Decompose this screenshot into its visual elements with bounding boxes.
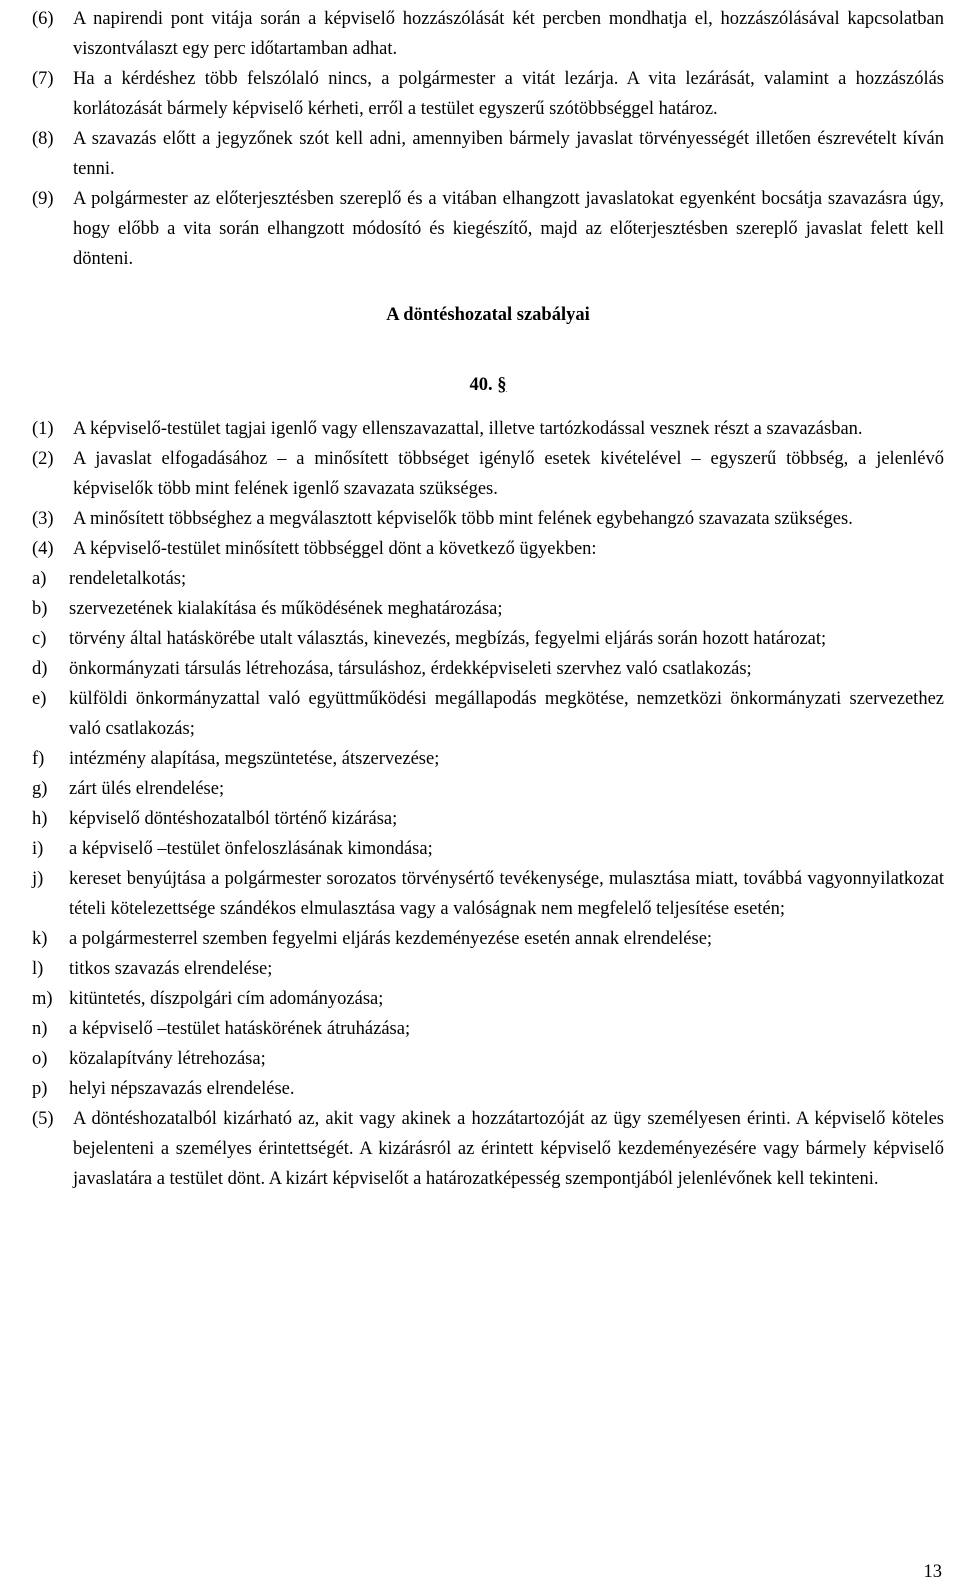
list-item-letter: a) [32,569,47,589]
list-item [32,564,944,594]
paragraph-8 [32,124,944,184]
list-item-letter: g) [32,779,48,799]
section-heading: A döntéshozatal szabályai [386,305,590,325]
section-number [32,370,944,400]
list-item-text: önkormányzati társulás létrehozása, társuláshoz, érdekképviseleti szervhez való csatlakozás; [69,659,752,679]
paragraph-7 [32,64,944,124]
list-item-text: a képviselő –testület hatáskörének átruházása; [69,1019,411,1039]
list-item-letter: o) [32,1049,48,1069]
paragraph-number: (2) [32,449,54,469]
list-item-text: szervezetének kialakítása és működésének meghatározása; [69,599,503,619]
list-item [32,954,944,984]
list-item-letter: b) [32,599,48,619]
list-item-letter: c) [32,629,47,649]
paragraph-40-4 [32,534,944,564]
paragraph-text: A napirendi pont vitája során a képviselő hozzászólását két percben mondhatja el, hozzászólásával kapcsolatban viszontválaszt egy perc időtartamban adhat. [73,9,944,59]
list-item-letter: d) [32,659,48,679]
list-item [32,654,944,684]
list-item-text: intézmény alapítása, megszüntetése, átszervezése; [69,749,440,769]
list-item-text: helyi népszavazás elrendelése. [69,1079,295,1099]
list-item-letter: e) [32,689,47,709]
list-item [32,684,944,744]
list-item-letter: j) [32,869,44,889]
paragraph-40-1 [32,414,944,444]
list-item-text: zárt ülés elrendelése; [69,779,225,799]
list-item-letter: l) [32,959,44,979]
paragraph-text: A minősített többséghez a megválasztott képviselők több mint felének egybehangzó szavazata szükséges. [73,509,853,529]
list-item-text: külföldi önkormányzattal való együttműködési megállapodás megkötése, nemzetközi önkormányzati szervezethez való csatlakozás; [69,689,944,739]
list-item [32,984,944,1014]
list-item [32,594,944,624]
paragraph-6 [32,4,944,64]
paragraph-text: A polgármester az előterjesztésben szereplő és a vitában elhangzott javaslatokat egyenként bocsátja szavazásra úgy, hogy előbb a vita során elhangzott módosító és kiegészítő, majd az előterjesztésben szereplő javaslat felett kell dönteni. [73,189,944,269]
list-item-letter: m) [32,989,53,1009]
paragraph-9 [32,184,944,274]
paragraph-number: (1) [32,419,54,439]
section-symbol: § [497,375,507,395]
paragraph-40-3 [32,504,944,534]
list-item-text: képviselő döntéshozatalból történő kizárása; [69,809,398,829]
paragraph-40-5 [32,1104,944,1194]
paragraph-40-2 [32,444,944,504]
list-item [32,1044,944,1074]
list-item-letter: k) [32,929,48,949]
paragraph-number: (4) [32,539,54,559]
list-item [32,924,944,954]
list-item-text: törvény által hatáskörébe utalt választás, kinevezés, megbízás, fegyelmi eljárás során hozott határozat; [69,629,827,649]
paragraph-number: (8) [32,129,54,149]
list-item [32,834,944,864]
list-item-text: rendeletalkotás; [69,569,187,589]
section-number-value: 40. [469,375,493,395]
paragraph-text: A döntéshozatalból kizárható az, akit vagy akinek a hozzátartozóját az ügy személyesen érinti. A képviselő köteles bejelenteni a személyes érintettségét. A kizárásról az érintett képviselő kezdeményezésére vagy bármely képviselő javaslatára a testület dönt. A kizárt képviselőt a határozatképesség szempontjából jelenlévőnek kell tekinteni. [73,1109,944,1189]
list-item [32,1014,944,1044]
list-item-letter: p) [32,1079,48,1099]
list-item-letter: h) [32,809,48,829]
paragraph-number: (9) [32,189,54,209]
list-item-text: kitüntetés, díszpolgári cím adományozása; [69,989,384,1009]
paragraph-text: A képviselő-testület tagjai igenlő vagy ellenszavazattal, illetve tartózkodással vesznek részt a szavazásban. [73,419,863,439]
paragraph-number: (3) [32,509,54,529]
paragraph-number: (6) [32,9,54,29]
list-item-letter: f) [32,749,45,769]
paragraph-text: A szavazás előtt a jegyzőnek szót kell adni, amennyiben bármely javaslat törvényességét illetően észrevételt kíván tenni. [73,129,944,179]
document-page [32,4,944,1194]
list-item [32,624,944,654]
list-item-letter: i) [32,839,44,859]
list-item [32,744,944,774]
list-item [32,804,944,834]
list-item [32,1074,944,1104]
list-item-text: a polgármesterrel szemben fegyelmi eljárás kezdeményezése esetén annak elrendelése; [69,929,713,949]
list-item-text: a képviselő –testület önfeloszlásának kimondása; [69,839,433,859]
list-item [32,864,944,924]
list-item-text: kereset benyújtása a polgármester sorozatos törvénysértő tevékenysége, mulasztása miatt, továbbá vagyonnyilatkozat tételi kötelezettsége szándékos elmulasztása vagy a valóságnak nem megfelelő teljesítése esetén; [69,869,944,919]
list-item [32,774,944,804]
paragraph-text: A javaslat elfogadásához – a minősített többséget igénylő esetek kivételével – egyszerű többség, a jelenlévő képviselők több mint felének igenlő szavazata szükséges. [73,449,944,499]
list-item-text: titkos szavazás elrendelése; [69,959,273,979]
list-item-text: közalapítvány létrehozása; [69,1049,266,1069]
paragraph-number: (7) [32,69,54,89]
page-number: 13 [923,1562,942,1582]
paragraph-text: Ha a kérdéshez több felszólaló nincs, a polgármester a vitát lezárja. A vita lezárását, valamint a hozzászólás korlátozását bármely képviselő kérheti, erről a testület egyszerű szótöbbséggel határoz. [73,69,944,119]
paragraph-text: A képviselő-testület minősített többséggel dönt a következő ügyekben: [73,539,597,559]
matters-list [32,564,944,1104]
paragraph-number: (5) [32,1109,54,1129]
list-item-letter: n) [32,1019,48,1039]
